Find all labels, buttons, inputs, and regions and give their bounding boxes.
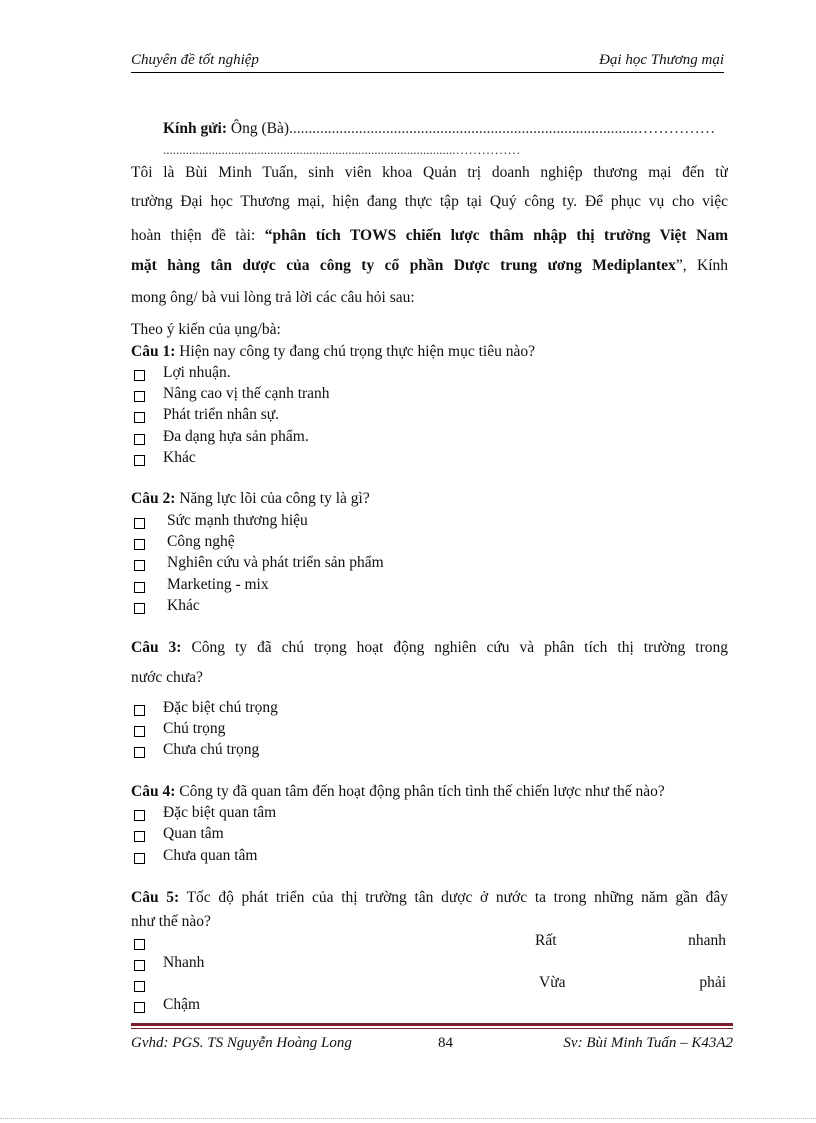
q5-option-1b: nhanh	[688, 932, 726, 949]
q4-option-3: Chưa quan tâm	[163, 847, 258, 864]
q1-checkbox-4[interactable]	[134, 434, 145, 445]
q4-option-1: Đặc biệt quan tâm	[163, 804, 277, 821]
q1-option-4: Đa dạng hựa sản phẩm.	[163, 428, 309, 445]
q3-checkbox-2[interactable]	[134, 726, 145, 737]
q1-option-1: Lợi nhuận.	[163, 364, 231, 381]
greeting-line	[163, 120, 715, 138]
intro-line-3	[131, 227, 728, 245]
intro-line-3a: hoàn thiện đề tài:	[131, 227, 256, 244]
page-edge	[0, 1118, 816, 1120]
q5-checkbox-2[interactable]	[134, 960, 145, 971]
q5-option-3b: phải	[699, 974, 726, 991]
q5-checkbox-1[interactable]	[134, 939, 145, 950]
footer-supervisor: Gvhd: PGS. TS Nguyễn Hoàng Long	[131, 1035, 352, 1051]
q1-checkbox-3[interactable]	[134, 412, 145, 423]
footer-rule-thin	[131, 1028, 733, 1029]
q3-option-1: Đặc biệt chú trọng	[163, 699, 278, 716]
greeting-text: Ông (Bà)	[230, 120, 289, 137]
q2-text: Năng lực lõi của công ty là gì?	[179, 490, 370, 507]
q5-option-2: Nhanh	[163, 954, 205, 971]
q2-question	[131, 490, 370, 508]
q1-option-3: Phát triển nhân sự.	[163, 406, 280, 423]
q3-option-2: Chú trọng	[163, 720, 226, 737]
greeting-label: Kính gửi:	[163, 120, 227, 137]
header-left: Chuyên đề tốt nghiệp	[131, 52, 259, 68]
q5-label: Câu 5:	[131, 889, 180, 906]
q1-label: Câu 1:	[131, 343, 176, 360]
q4-checkbox-2[interactable]	[134, 831, 145, 842]
intro-topic-2: mặt hàng tân dược của công ty cổ phần Dược trung ương Mediplantex	[131, 257, 676, 274]
q3-checkbox-3[interactable]	[134, 747, 145, 758]
footer-student: Sv: Bùi Minh Tuấn – K43A2	[563, 1035, 733, 1051]
q4-text: Công ty đã quan tâm đến hoạt động phân tích tình thế chiến lược như thế nào?	[179, 783, 665, 800]
intro-line-4	[131, 257, 728, 275]
q1-checkbox-1[interactable]	[134, 370, 145, 381]
footer-rule-thick	[131, 1023, 733, 1026]
intro-line-2: trường Đại học Thương mại, hiện đang thực tập tại Quý công ty. Để phục vụ cho việc	[131, 193, 728, 210]
q1-option-5: Khác	[163, 449, 196, 466]
q4-checkbox-3[interactable]	[134, 853, 145, 864]
q2-checkbox-2[interactable]	[134, 539, 145, 550]
q1-option-2: Nâng cao vị thế cạnh tranh	[163, 385, 330, 402]
q2-option-3: Nghiên cứu và phát triển sản phẩm	[167, 554, 384, 571]
q1-checkbox-5[interactable]	[134, 455, 145, 466]
q5-question	[131, 889, 728, 907]
q2-label: Câu 2:	[131, 490, 176, 507]
page-number: 84	[438, 1035, 453, 1051]
q2-checkbox-1[interactable]	[134, 518, 145, 529]
q2-option-2: Công nghệ	[167, 533, 235, 550]
q5-option-3a: Vừa	[539, 974, 566, 991]
q3-text: Công ty đã chú trọng hoạt động nghiên cứu và phân tích thị trường trong	[191, 639, 728, 656]
intro-line-4b: ”, Kính	[675, 257, 728, 274]
q1-checkbox-2[interactable]	[134, 391, 145, 402]
q1-question	[131, 343, 535, 361]
q2-checkbox-3[interactable]	[134, 560, 145, 571]
q3-label: Câu 3:	[131, 639, 182, 656]
q2-option-4: Marketing - mix	[167, 576, 269, 593]
q5-checkbox-3[interactable]	[134, 981, 145, 992]
q3-option-3: Chưa chú trọng	[163, 741, 260, 758]
q4-checkbox-1[interactable]	[134, 810, 145, 821]
intro-topic-1: “phân tích TOWS chiến lược thâm nhập thị trường Việt Nam	[264, 227, 728, 244]
q1-text: Hiện nay công ty đang chú trọng thực hiện mục tiêu nào?	[179, 343, 535, 360]
q5-checkbox-4[interactable]	[134, 1002, 145, 1013]
q3-question-cont: nước chưa?	[131, 669, 203, 686]
q4-question	[131, 783, 665, 801]
header-rule	[131, 72, 724, 73]
q2-option-5: Khác	[167, 597, 200, 614]
q4-label: Câu 4:	[131, 783, 176, 800]
intro-line-1: Tôi là Bùi Minh Tuấn, sinh viên khoa Quản trị doanh nghiệp thương mại đến từ	[131, 164, 728, 181]
greeting-dots: ..........................................................................................……………	[289, 120, 716, 137]
q5-text: Tốc độ phát triển của thị trường tân dược ở nước ta trong những năm gần đây	[186, 889, 728, 906]
q3-checkbox-1[interactable]	[134, 705, 145, 716]
q5-option-1a: Rất	[535, 932, 557, 949]
intro-line-5: mong ông/ bà vui lòng trả lời các câu hỏi sau:	[131, 289, 415, 306]
q5-option-4: Chậm	[163, 996, 201, 1013]
q2-checkbox-5[interactable]	[134, 603, 145, 614]
q5-question-cont: như thế nào?	[131, 913, 211, 930]
opinion-line: Theo ý kiến của ụng/bà:	[131, 321, 281, 338]
q3-question	[131, 639, 728, 657]
q2-checkbox-4[interactable]	[134, 582, 145, 593]
greeting-dots-line: ..........................................................................................……………	[163, 142, 521, 157]
q2-option-1: Sức mạnh thương hiệu	[167, 512, 308, 529]
page-header	[131, 50, 724, 72]
q4-option-2: Quan tâm	[163, 825, 224, 842]
header-right: Đại học Thương mại	[599, 52, 724, 68]
